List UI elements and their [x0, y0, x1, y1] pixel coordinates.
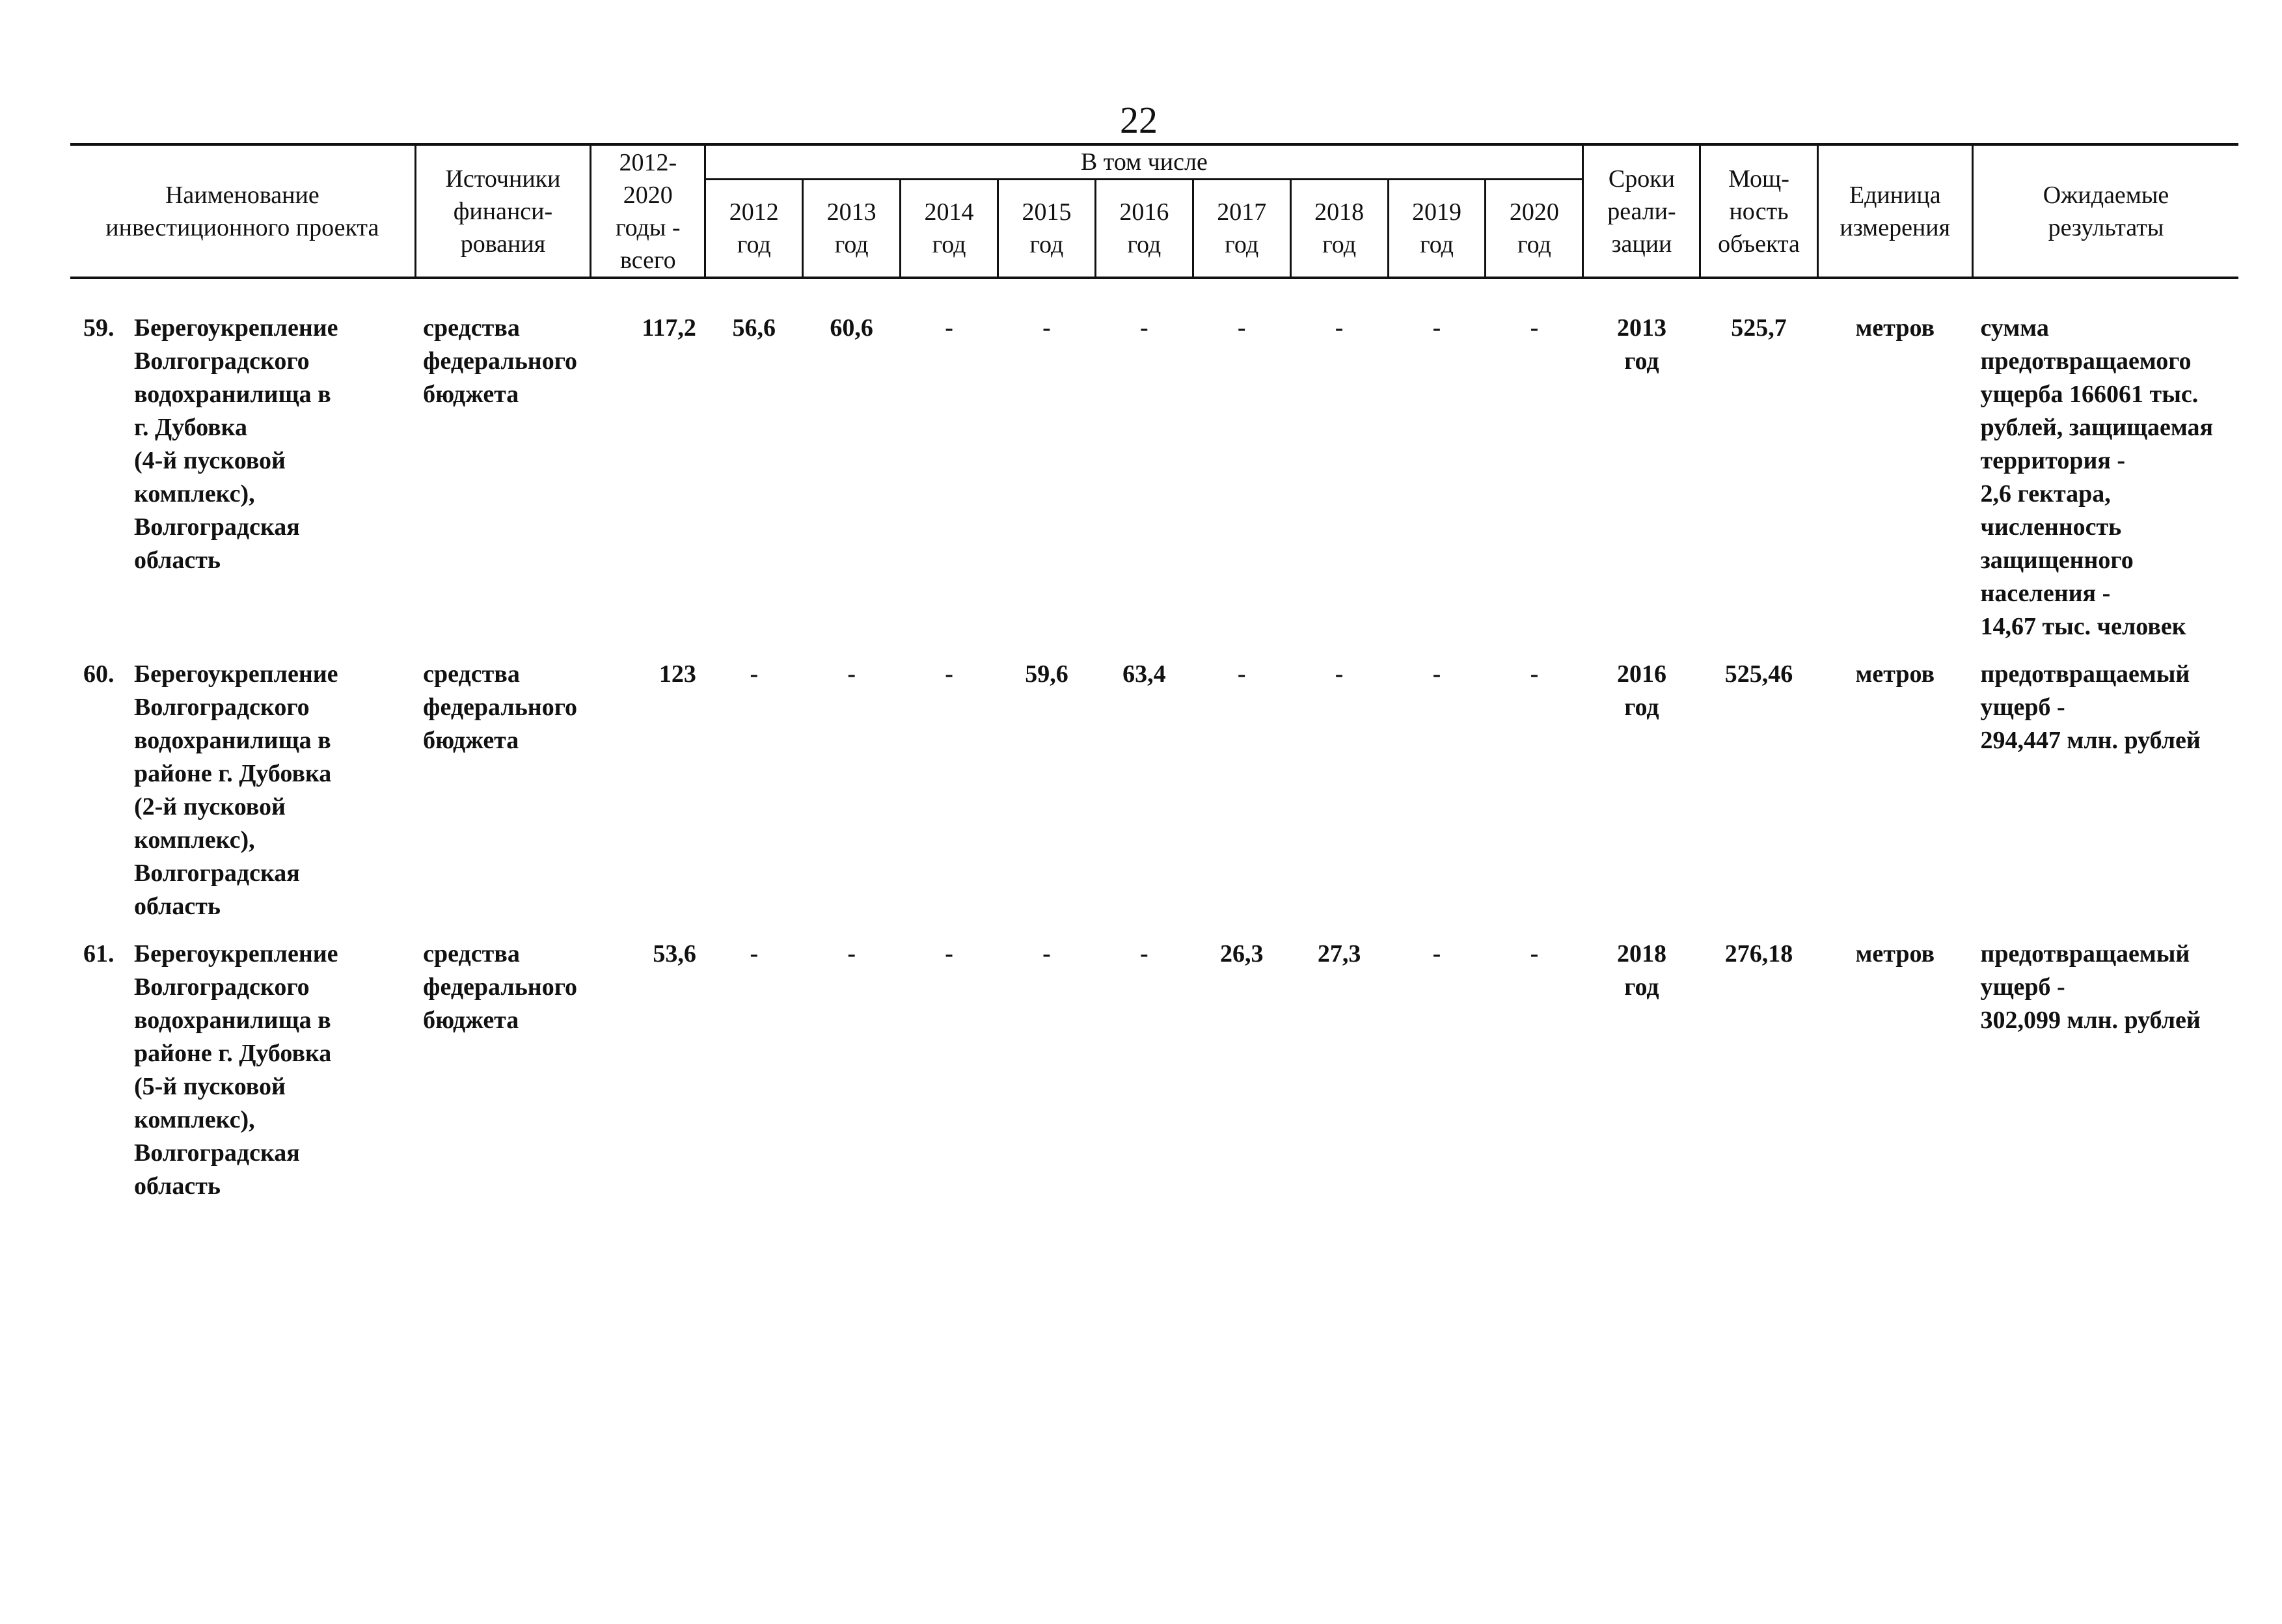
- year-value: -: [1335, 314, 1344, 342]
- project-name-line: Волгоградского: [134, 694, 310, 721]
- results-line: сумма: [1980, 314, 2049, 342]
- year-value: -: [1530, 940, 1539, 968]
- results-line: 14,67 тыс. человек: [1980, 613, 2186, 640]
- header-total-line: 2020: [623, 181, 673, 209]
- year-value: -: [1237, 314, 1246, 342]
- results-line: 2,6 гектара,: [1980, 480, 2111, 508]
- year-value: -: [945, 940, 953, 968]
- funding-source-cell: [415, 938, 591, 1217]
- header-results-line: результаты: [2048, 213, 2164, 241]
- header-year-suffix: год: [1517, 231, 1551, 258]
- project-name-line: Берегоукрепление: [134, 660, 338, 688]
- header-term: [1583, 144, 1700, 278]
- header-capacity-line: Мощ-: [1728, 165, 1789, 193]
- term-line: 2016: [1616, 660, 1666, 688]
- results-line: рублей, защищаемая: [1980, 414, 2214, 441]
- project-name-line: (4-й пусковой: [134, 447, 286, 474]
- year-value: -: [1432, 314, 1441, 342]
- term-cell: [1583, 312, 1700, 658]
- project-name-line: Волгоградская: [134, 1139, 300, 1167]
- year-value: -: [1530, 660, 1539, 688]
- results-line: ущерб -: [1980, 973, 2065, 1001]
- header-year-suffix: год: [1420, 231, 1454, 258]
- header-project-name: [70, 144, 415, 278]
- capacity-value: 525,7: [1731, 314, 1787, 342]
- funding-source-cell: [415, 658, 591, 938]
- row-number: 59.: [83, 314, 115, 342]
- header-year-suffix: год: [834, 231, 869, 258]
- unit-value: метров: [1855, 660, 1935, 688]
- year-value: -: [847, 940, 856, 968]
- project-name-line: комплекс),: [134, 1106, 255, 1133]
- funding-source-line: федерального: [423, 973, 578, 1001]
- year-value: 56,6: [732, 314, 776, 342]
- header-year-suffix: год: [1322, 231, 1357, 258]
- results-line: 302,099 млн. рублей: [1980, 1007, 2201, 1034]
- capacity-value: 525,46: [1724, 660, 1793, 688]
- header-year-suffix: год: [1029, 231, 1064, 258]
- year-value: -: [1042, 940, 1051, 968]
- year-value: -: [750, 660, 759, 688]
- project-name-line: Берегоукрепление: [134, 314, 338, 342]
- row-number: 61.: [83, 940, 115, 968]
- funding-source-line: бюджета: [423, 727, 519, 754]
- year-value: 63,4: [1122, 660, 1166, 688]
- header-year-value: 2014: [924, 198, 974, 226]
- year-value: -: [1042, 314, 1051, 342]
- project-name-line: комплекс),: [134, 826, 255, 854]
- table-row: [70, 938, 2238, 1217]
- page-number: 22: [1120, 99, 1158, 141]
- results-line: предотвращаемого: [1980, 347, 2192, 375]
- year-value: -: [1140, 314, 1148, 342]
- project-name-line: Берегоукрепление: [134, 940, 338, 968]
- header-year-value: 2017: [1217, 198, 1267, 226]
- header-capacity-line: ность: [1729, 197, 1789, 225]
- investment-projects-table: [70, 143, 2238, 1217]
- project-name-line: водохранилища в: [134, 381, 331, 408]
- project-name-line: комплекс),: [134, 480, 255, 508]
- header-expected-results: [1972, 144, 2238, 278]
- project-name-line: районе г. Дубовка: [134, 1040, 332, 1067]
- results-line: предотвращаемый: [1980, 660, 2190, 688]
- year-value: 26,3: [1219, 940, 1264, 968]
- project-name-line: водохранилища в: [134, 1007, 331, 1034]
- project-name-cell: [70, 312, 415, 658]
- term-line: год: [1624, 973, 1659, 1001]
- header-unit-line: Единица: [1849, 181, 1941, 209]
- header-year: [1095, 180, 1193, 278]
- project-name-line: (5-й пусковой: [134, 1073, 286, 1100]
- header-year-value: 2013: [826, 198, 876, 226]
- project-name-cell: [70, 658, 415, 938]
- header-year-value: 2018: [1314, 198, 1365, 226]
- funding-source-line: средства: [423, 940, 520, 968]
- project-name-line: область: [134, 547, 221, 574]
- header-year-suffix: год: [1127, 231, 1161, 258]
- header-year-value: 2019: [1412, 198, 1461, 226]
- project-name-line: районе г. Дубовка: [134, 760, 332, 787]
- header-year: [705, 180, 803, 278]
- project-name-line: водохранилища в: [134, 727, 331, 754]
- header-including: В том числе: [705, 144, 1583, 180]
- results-line: населения -: [1980, 580, 2111, 607]
- header-term-line: реали-: [1607, 197, 1676, 225]
- funding-source-line: средства: [423, 660, 520, 688]
- year-value: 59,6: [1025, 660, 1068, 688]
- funding-source-line: федерального: [423, 347, 578, 375]
- header-source-line: Источники: [445, 165, 561, 193]
- header-total-line: всего: [620, 246, 676, 274]
- results-line: предотвращаемый: [1980, 940, 2190, 968]
- term-cell: [1583, 938, 1700, 1217]
- header-source-line: рования: [460, 230, 546, 258]
- expected-results-cell: [1972, 658, 2238, 938]
- header-year: [1486, 180, 1583, 278]
- unit-value: метров: [1855, 940, 1935, 968]
- row-number: 60.: [83, 660, 115, 688]
- header-year-suffix: год: [932, 231, 966, 258]
- year-value: -: [847, 660, 856, 688]
- header-name-line: Наименование: [165, 181, 319, 209]
- header-unit-line: измерения: [1840, 213, 1951, 241]
- header-year: [998, 180, 1096, 278]
- term-cell: [1583, 658, 1700, 938]
- expected-results-cell: [1972, 312, 2238, 658]
- header-year-value: 2015: [1022, 198, 1072, 226]
- header-total-line: 2012-: [619, 148, 677, 176]
- header-year-value: 2016: [1119, 198, 1169, 226]
- funding-source-line: федерального: [423, 694, 578, 721]
- results-line: защищенного: [1980, 547, 2134, 574]
- header-year: [1388, 180, 1486, 278]
- project-name-line: область: [134, 1172, 221, 1200]
- term-line: 2018: [1616, 940, 1666, 968]
- year-value: -: [1237, 660, 1246, 688]
- project-name-cell: [70, 938, 415, 1217]
- year-value: -: [1335, 660, 1344, 688]
- year-value: -: [945, 660, 953, 688]
- header-year: [901, 180, 998, 278]
- project-name-line: область: [134, 893, 221, 920]
- header-year-suffix: год: [737, 231, 771, 258]
- term-line: год: [1624, 347, 1659, 375]
- year-value: 27,3: [1317, 940, 1361, 968]
- results-line: 294,447 млн. рублей: [1980, 727, 2201, 754]
- year-value: -: [1140, 940, 1148, 968]
- header-year-value: 2012: [729, 198, 779, 226]
- header-unit: [1817, 144, 1972, 278]
- total-value: 117,2: [642, 314, 696, 342]
- header-term-line: зации: [1611, 230, 1672, 258]
- total-value: 123: [659, 660, 696, 688]
- year-value: -: [1432, 940, 1441, 968]
- year-value: 60,6: [830, 314, 873, 342]
- header-capacity: [1700, 144, 1817, 278]
- term-line: 2013: [1616, 314, 1666, 342]
- funding-source-cell: [415, 312, 591, 658]
- project-name-line: (2-й пусковой: [134, 793, 286, 820]
- project-name-line: Волгоградского: [134, 973, 310, 1001]
- results-line: ущерб -: [1980, 694, 2065, 721]
- funding-source-line: бюджета: [423, 381, 519, 408]
- year-value: -: [1432, 660, 1441, 688]
- header-term-line: Сроки: [1608, 165, 1676, 193]
- year-value: -: [945, 314, 953, 342]
- results-line: численность: [1980, 513, 2122, 541]
- expected-results-cell: [1972, 938, 2238, 1217]
- header-year: [803, 180, 901, 278]
- header-name-line: инвестиционного проекта: [105, 213, 379, 241]
- header-capacity-line: объекта: [1718, 230, 1800, 258]
- results-line: территория -: [1980, 447, 2126, 474]
- header-total: [591, 144, 705, 278]
- header-year-suffix: год: [1225, 231, 1259, 258]
- project-name-line: Волгоградская: [134, 513, 300, 541]
- unit-value: метров: [1855, 314, 1935, 342]
- term-line: год: [1624, 694, 1659, 721]
- funding-source-line: бюджета: [423, 1007, 519, 1034]
- header-source-line: финанси-: [453, 197, 553, 225]
- header-year-value: 2020: [1509, 198, 1559, 226]
- funding-source-line: средства: [423, 314, 520, 342]
- project-name-line: Волгоградская: [134, 859, 300, 887]
- header-year: [1193, 180, 1290, 278]
- table-row: [70, 312, 2238, 658]
- results-line: ущерба 166061 тыс.: [1980, 381, 2199, 408]
- project-name-line: г. Дубовка: [134, 414, 248, 441]
- project-name-line: Волгоградского: [134, 347, 310, 375]
- header-results-line: Ожидаемые: [2043, 181, 2169, 209]
- header-funding-source: [415, 144, 591, 278]
- header-total-line: годы -: [616, 213, 681, 241]
- total-value: 53,6: [653, 940, 696, 968]
- header-year: [1290, 180, 1388, 278]
- table-row: [70, 658, 2238, 938]
- year-value: -: [750, 940, 759, 968]
- capacity-value: 276,18: [1724, 940, 1793, 968]
- year-value: -: [1530, 314, 1539, 342]
